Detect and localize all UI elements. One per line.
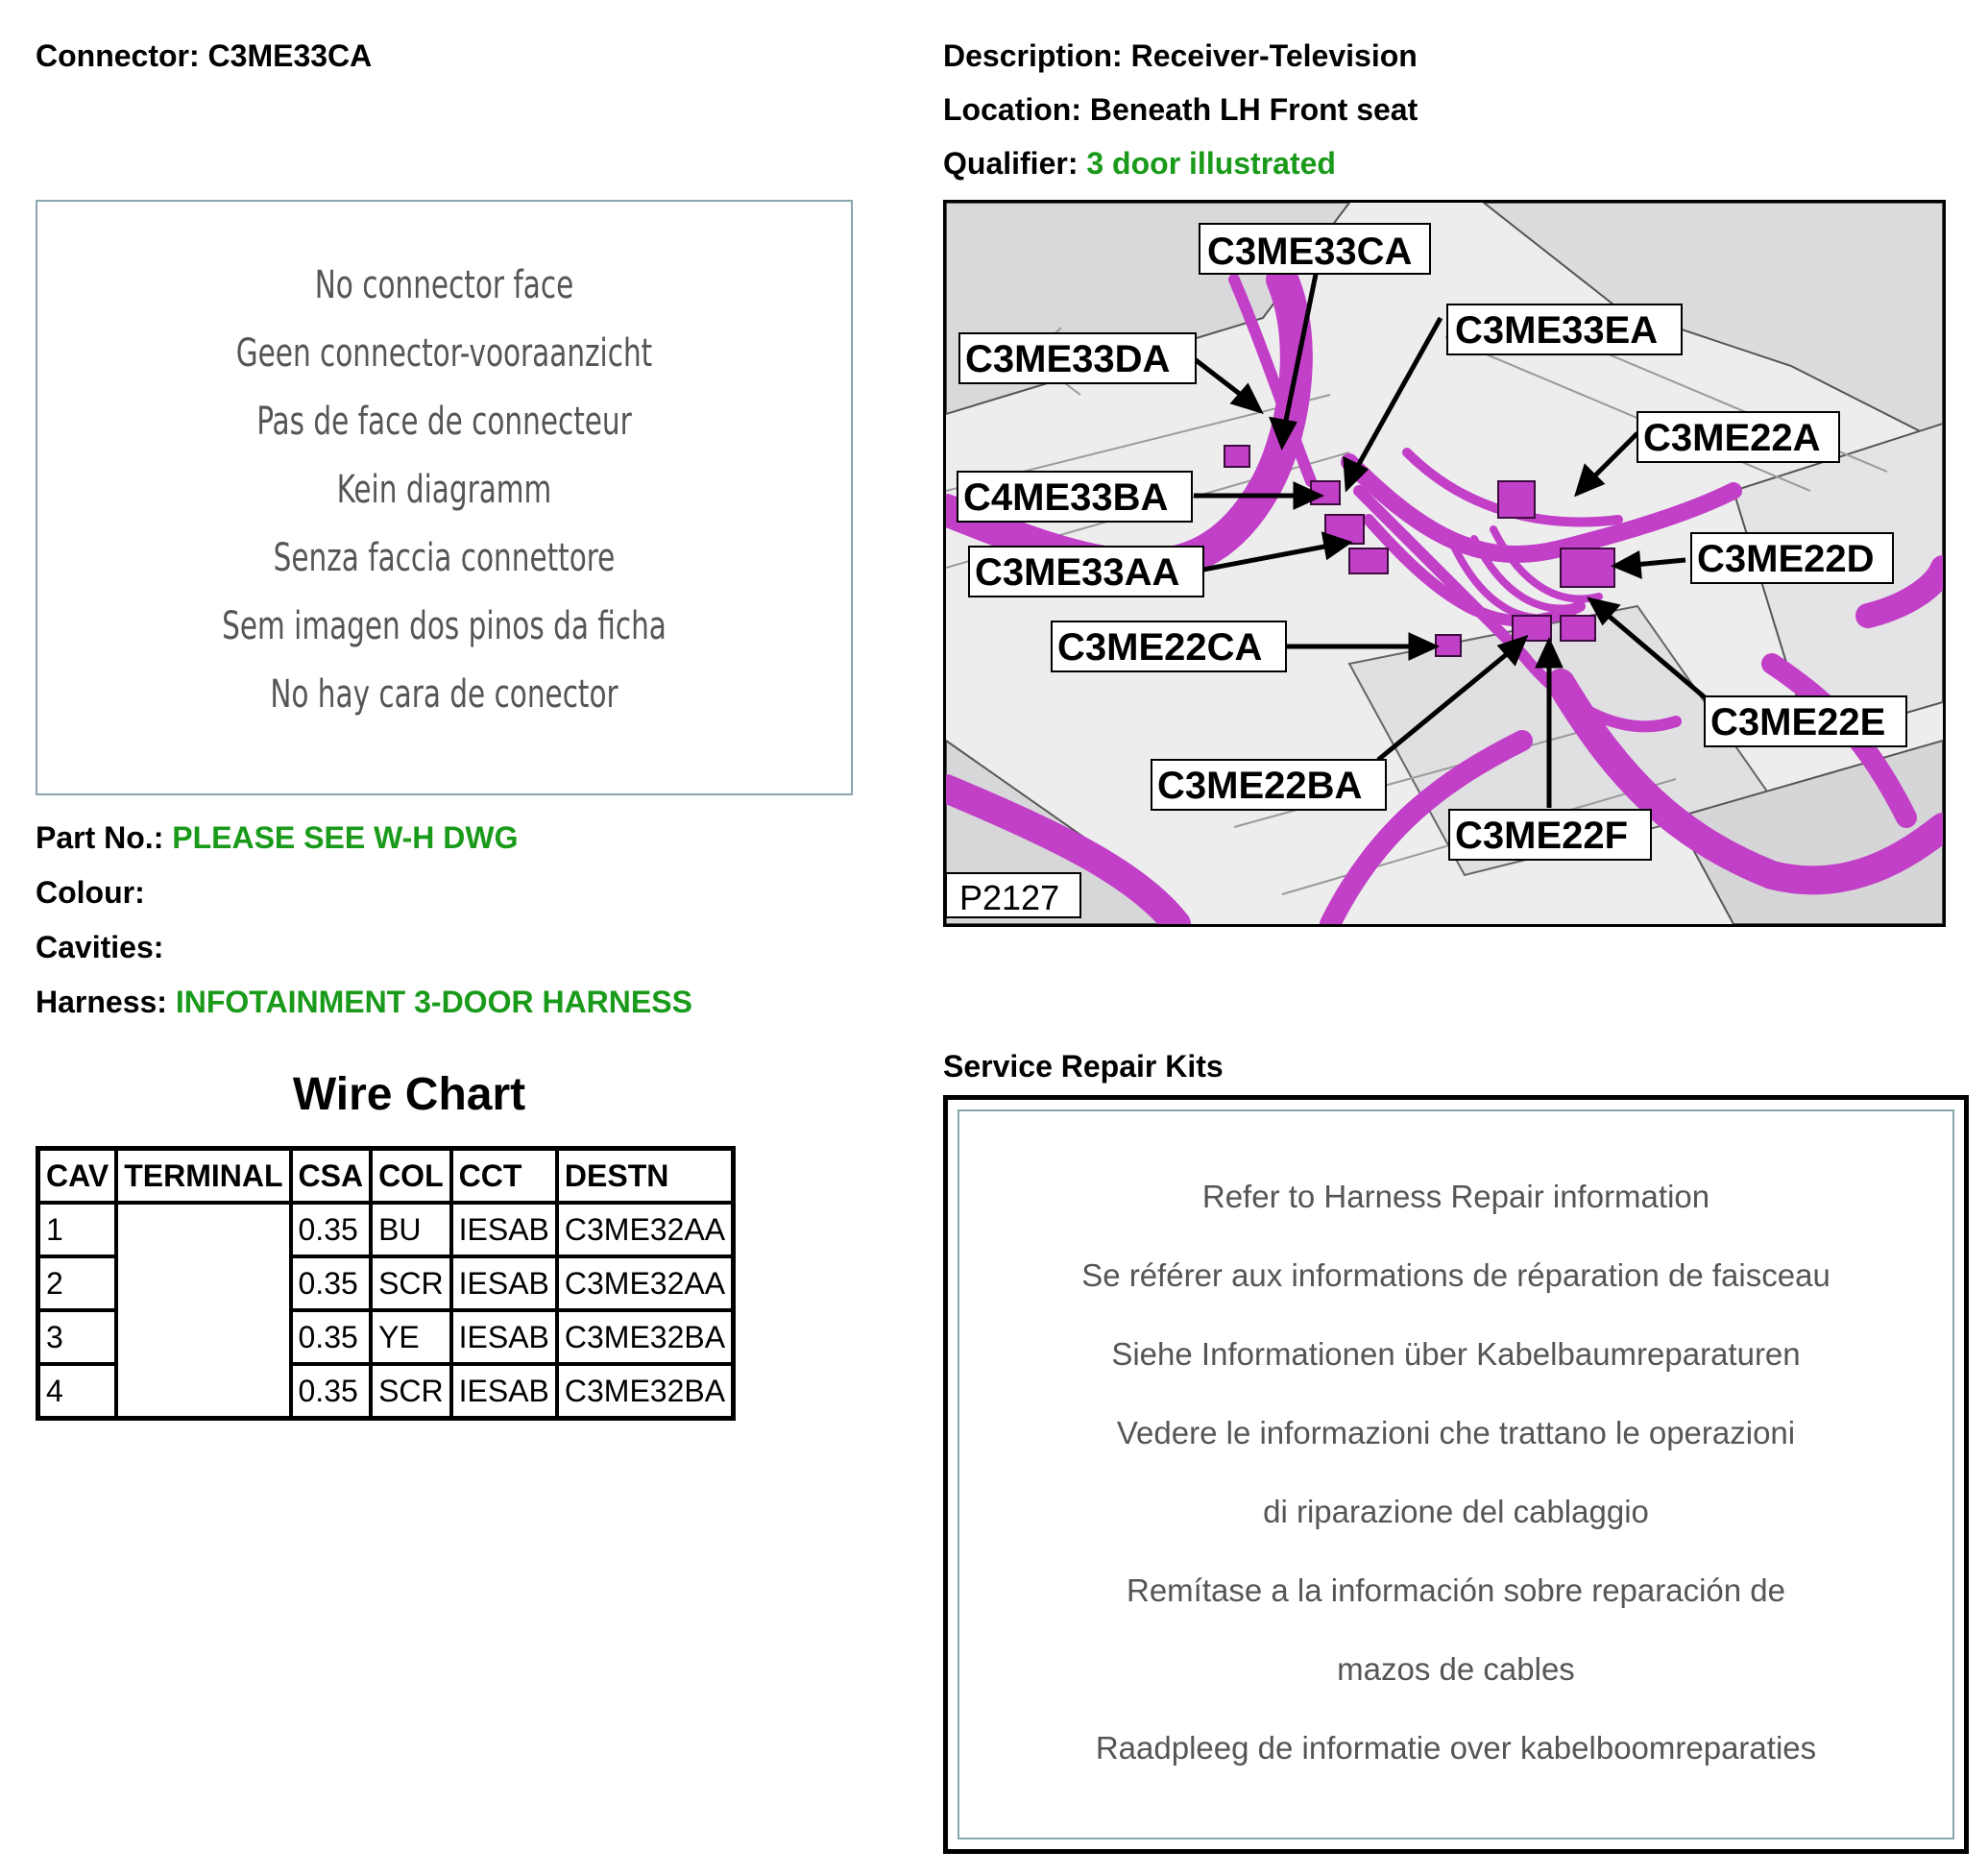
no-face-line: No connector face xyxy=(314,263,574,307)
qualifier-label: Qualifier: xyxy=(943,146,1079,181)
qualifier-value: 3 door illustrated xyxy=(1086,146,1336,181)
destn-cell: C3ME32AA xyxy=(557,1203,734,1256)
cavities-label: Cavities: xyxy=(36,930,164,964)
wire-chart-title: Wire Chart xyxy=(292,1069,526,1120)
service-repair-kits-title: Service Repair Kits xyxy=(943,1049,1224,1084)
cct-cell: IESAB xyxy=(451,1256,557,1310)
service-repair-kits-panel xyxy=(943,1095,1969,1854)
connector-c3me22ca-block xyxy=(1436,635,1461,656)
col-header-cct: CCT xyxy=(451,1149,557,1204)
callout-c3me22ba: C3ME22BA xyxy=(1157,765,1363,807)
location-label: Location: xyxy=(943,92,1081,127)
colour-field xyxy=(36,873,145,912)
csa-cell: 0.35 xyxy=(291,1203,372,1256)
no-face-line: Kein diagramm xyxy=(336,468,552,512)
connector-c3me22a-block xyxy=(1498,481,1535,518)
connector-c3me33ca-block xyxy=(1224,446,1249,467)
callout-c4me33ba: C4ME33BA xyxy=(963,476,1169,519)
repair-line: Raadpleeg de informatie over kabelboomreparaties xyxy=(1095,1730,1817,1766)
col-cell: SCR xyxy=(371,1256,451,1310)
callout-c3me33aa: C3ME33AA xyxy=(975,551,1180,594)
no-face-line: Sem imagen dos pinos da ficha xyxy=(222,604,667,648)
part-no-value: PLEASE SEE W-H DWG xyxy=(172,820,519,855)
cct-cell: IESAB xyxy=(451,1310,557,1364)
col-cell: BU xyxy=(371,1203,451,1256)
harness-field xyxy=(36,983,692,1021)
csa-cell: 0.35 xyxy=(291,1364,372,1419)
callout-c3me22d: C3ME22D xyxy=(1697,538,1875,580)
repair-line: Vedere le informazioni che trattano le operazioni xyxy=(1116,1415,1796,1450)
no-connector-face-text xyxy=(37,252,851,729)
cct-cell: IESAB xyxy=(451,1364,557,1419)
description-value: Receiver-Television xyxy=(1130,38,1418,73)
qualifier-field xyxy=(943,144,1336,183)
csa-cell: 0.35 xyxy=(291,1310,372,1364)
figure-reference: P2127 xyxy=(959,878,1060,917)
destn-cell: C3ME32BA xyxy=(557,1310,734,1364)
col-header-terminal: TERMINAL xyxy=(116,1149,290,1204)
callout-c3me33ca: C3ME33CA xyxy=(1207,231,1413,273)
part-no-label: Part No.: xyxy=(36,820,164,855)
col-header-cav: CAV xyxy=(38,1149,117,1204)
csa-cell: 0.35 xyxy=(291,1256,372,1310)
connector-location-illustration xyxy=(943,200,1946,927)
repair-line: mazos de cables xyxy=(1337,1651,1575,1687)
cavities-field xyxy=(36,928,163,966)
cav-cell: 4 xyxy=(38,1364,117,1419)
cct-cell: IESAB xyxy=(451,1203,557,1256)
col-header-destn: DESTN xyxy=(557,1149,734,1204)
destn-cell: C3ME32AA xyxy=(557,1256,734,1310)
repair-line: Siehe Informationen über Kabelbaumreparaturen xyxy=(1111,1336,1801,1372)
connector-c3me22ba-block xyxy=(1513,616,1551,641)
colour-label: Colour: xyxy=(36,875,145,910)
no-face-line: Geen connector-vooraanzicht xyxy=(235,331,653,376)
col-cell: SCR xyxy=(371,1364,451,1419)
no-connector-face-panel xyxy=(36,200,853,795)
cav-cell: 2 xyxy=(38,1256,117,1310)
repair-line: Se référer aux informations de réparation de faisceau xyxy=(1081,1257,1830,1293)
description-field xyxy=(943,37,1418,75)
harness-value: INFOTAINMENT 3-DOOR HARNESS xyxy=(175,985,692,1019)
terminal-cell xyxy=(116,1203,290,1419)
cav-cell: 3 xyxy=(38,1310,117,1364)
col-header-col: COL xyxy=(371,1149,451,1204)
connector-value: C3ME33CA xyxy=(207,38,373,73)
connector-c3me22d-block xyxy=(1561,548,1614,587)
location-value: Beneath LH Front seat xyxy=(1089,92,1418,127)
no-face-line: No hay cara de conector xyxy=(270,672,618,717)
destn-cell: C3ME32BA xyxy=(557,1364,734,1419)
callout-c3me22a: C3ME22A xyxy=(1643,417,1821,459)
wire-chart-table xyxy=(36,1146,736,1421)
callout-c3me22ca: C3ME22CA xyxy=(1057,626,1263,669)
connector-c3me33aa-block xyxy=(1349,548,1388,573)
part-no-field xyxy=(36,818,519,857)
col-cell: YE xyxy=(371,1310,451,1364)
callout-c3me22e: C3ME22E xyxy=(1710,701,1886,743)
no-face-line: Pas de face de connecteur xyxy=(256,400,632,444)
location-field xyxy=(943,90,1418,129)
repair-line: Refer to Harness Repair information xyxy=(1201,1179,1710,1214)
col-header-csa: CSA xyxy=(291,1149,372,1204)
cav-cell: 1 xyxy=(38,1203,117,1256)
service-repair-kits-inner xyxy=(958,1109,1954,1839)
repair-line: Remítase a la información sobre reparación de xyxy=(1126,1572,1786,1608)
connector-field xyxy=(36,37,372,75)
description-label: Description: xyxy=(943,38,1123,73)
no-face-line: Senza faccia connettore xyxy=(273,536,616,580)
connector-c3me22f-block xyxy=(1561,616,1595,641)
wire-chart-header-row xyxy=(38,1149,734,1204)
callout-c3me22f: C3ME22F xyxy=(1455,815,1629,857)
connector-label: Connector: xyxy=(36,38,200,73)
illustration-svg xyxy=(946,203,1943,924)
repair-line: di riparazione del cablaggio xyxy=(1263,1494,1649,1529)
table-row xyxy=(38,1203,734,1256)
callout-c3me33ea: C3ME33EA xyxy=(1455,309,1659,352)
callout-c3me33da: C3ME33DA xyxy=(965,338,1171,380)
harness-label: Harness: xyxy=(36,985,167,1019)
